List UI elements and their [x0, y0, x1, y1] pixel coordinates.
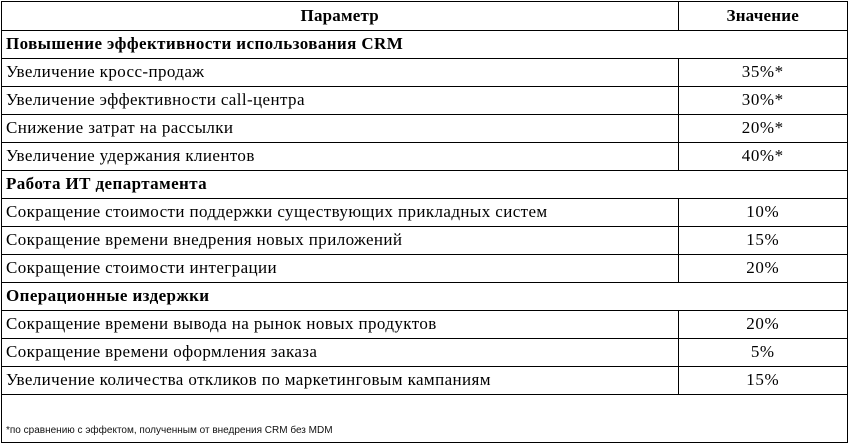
section-row: [2, 30, 847, 58]
table-row: [2, 310, 847, 338]
section-title: Повышение эффективности использования CRM: [2, 30, 847, 58]
row-value: 40%*: [678, 142, 847, 170]
column-header-value: Значение: [678, 2, 847, 30]
row-param: Увеличение кросс-продаж: [2, 58, 678, 86]
row-value: 20%: [678, 310, 847, 338]
section-row: [2, 170, 847, 198]
row-value: 35%*: [678, 58, 847, 86]
table-row: [2, 142, 847, 170]
column-header-param: Параметр: [2, 2, 678, 30]
table-row: [2, 114, 847, 142]
table-row: [2, 226, 847, 254]
row-value: 15%: [678, 226, 847, 254]
table-row: [2, 86, 847, 114]
row-param: Снижение затрат на рассылки: [2, 114, 678, 142]
row-value: 20%*: [678, 114, 847, 142]
section-row: [2, 282, 847, 310]
row-value: 30%*: [678, 86, 847, 114]
table-row: [2, 58, 847, 86]
crm-mdm-effects-table-frame: [1, 1, 848, 443]
row-value: 5%: [678, 338, 847, 366]
footnote: *по сравнению с эффектом, полученным от внедрения CRM без MDM: [6, 425, 333, 436]
row-param: Сокращение времени оформления заказа: [2, 338, 678, 366]
row-param: Сокращение времени внедрения новых приложений: [2, 226, 678, 254]
row-param: Увеличение эффективности call-центра: [2, 86, 678, 114]
row-value: 10%: [678, 198, 847, 226]
row-param: Увеличение удержания клиентов: [2, 142, 678, 170]
row-param: Сокращение стоимости поддержки существующих прикладных систем: [2, 198, 678, 226]
crm-mdm-effects-table: [2, 2, 847, 395]
table-row: [2, 198, 847, 226]
table-row: [2, 254, 847, 282]
table-row: [2, 366, 847, 394]
row-value: 15%: [678, 366, 847, 394]
row-param: Сокращение стоимости интеграции: [2, 254, 678, 282]
section-title: Работа ИТ департамента: [2, 170, 847, 198]
section-title: Операционные издержки: [2, 282, 847, 310]
table-header-row: [2, 2, 847, 30]
row-param: Сокращение времени вывода на рынок новых продуктов: [2, 310, 678, 338]
table-row: [2, 338, 847, 366]
row-param: Увеличение количества откликов по маркетинговым кампаниям: [2, 366, 678, 394]
row-value: 20%: [678, 254, 847, 282]
